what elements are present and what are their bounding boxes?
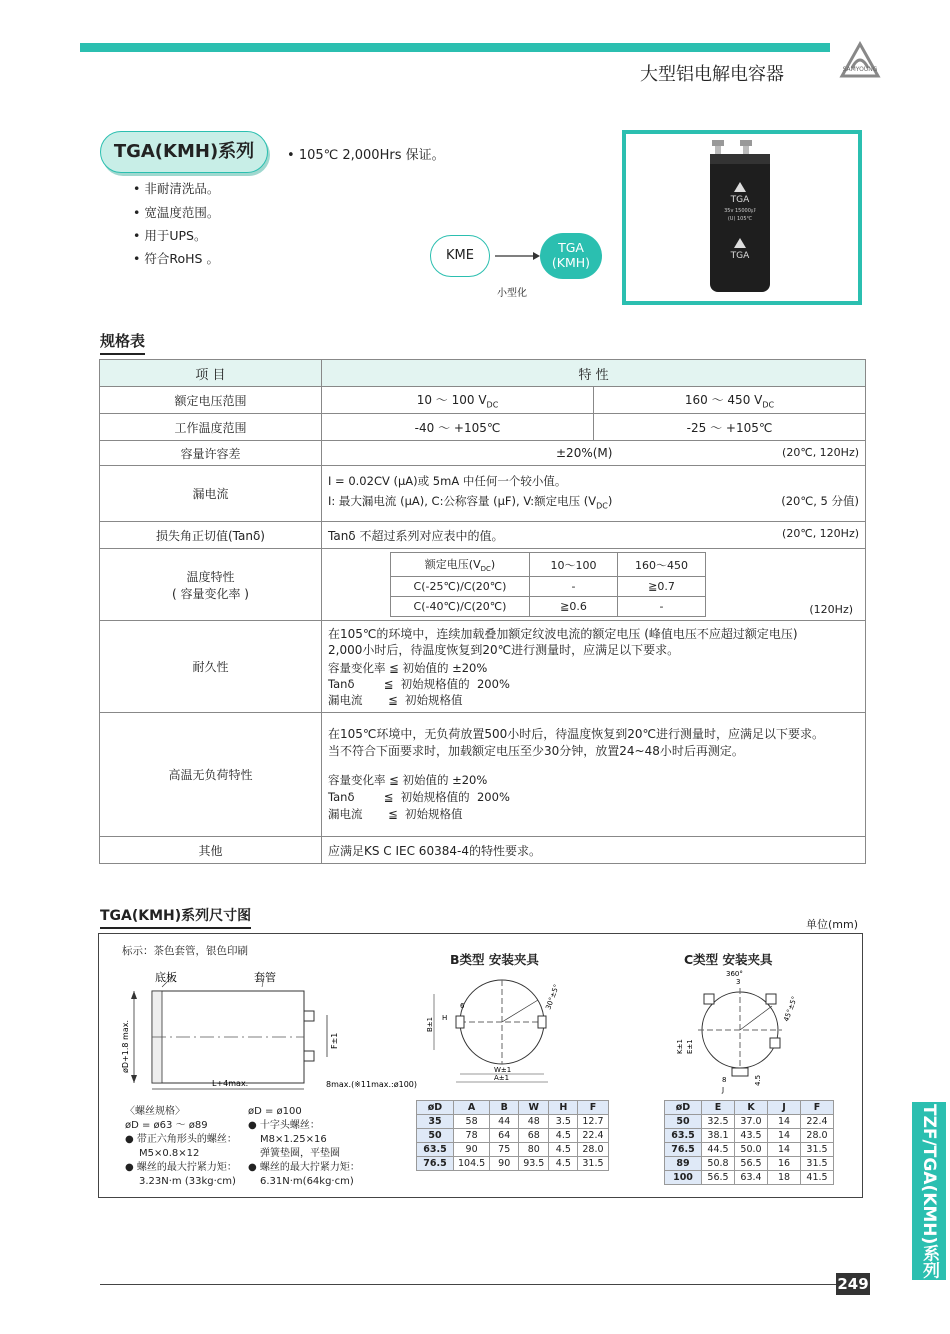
row-tan-label: 损失角正切值(Tanδ) [100,522,322,549]
bullet-2: • 宽温度范围。 [133,203,219,221]
capacitor-image [626,134,858,301]
cap-temp: (U) 105℃ [727,216,753,222]
voltage-low: 10 ～ 100 $V_{DC}$ [322,387,594,414]
b-label-b: B±1 [426,1016,434,1032]
spec-section-title: 规格表 [100,330,145,355]
bullet-3: • 用于UPS。 [133,226,206,244]
c-label-k: K±1 [676,1039,684,1054]
tan-value: (20℃, 120Hz) Tanδ 不超过系列对应表中的值。 [322,522,866,549]
b-label-h: H [442,1014,448,1022]
c-type-drawing [668,966,818,1094]
flow-tga [540,233,602,279]
flow-tga-line1: TGA [558,240,584,255]
c-label-3: 3 [736,978,741,986]
screw-spec-left: 〈螺丝规格〉 øD = ø63 ～ ø89 ● 带正六角形头的螺丝： M5×0.8×12 ● 螺丝的最大拧紧力矩： 3.23N·m (33kg·cm) [125,1106,237,1187]
marking-note: 标示：茶色套管，银色印刷 [122,945,248,957]
c-label-angle: 45°±5° [782,995,799,1023]
b-type-drawing [420,970,570,1090]
bullet-4: • 符合RoHS 。 [133,249,219,267]
label-base: 底板 [155,971,177,984]
bullet-1: • 非耐清洗品。 [133,179,219,197]
c-label-360: 360° [726,970,743,978]
flow-tga-line2: (KMH) [551,255,591,270]
unit-label: 单位(mm) [806,918,859,931]
feature-text: • 105℃ 2,000Hrs 保证。 [287,144,445,163]
other-value: 应满足KS C IEC 60384-4的特性要求。 [322,837,866,864]
c-type-title: C类型 安装夹具 [684,952,773,967]
col-item: 项 目 [100,360,322,387]
b-type-title: B类型 安装夹具 [450,952,539,967]
series-pill: TGA(KMH)系列 [100,131,268,173]
col-char: 特 性 [322,360,866,387]
label-sleeve: 套管 [254,971,276,984]
flow-kme: KME [430,235,490,277]
cap-rating: 35v 15000㎌ [724,208,756,214]
c-label-e: E±1 [686,1039,694,1054]
tol-value: (20℃, 120Hz) ±20%(M) [322,441,866,466]
shelf-value: 在105℃环境中，无负荷放置500小时后，待温度恢复到20℃进行测量时，应满足以下要求。 当不符合下面要求时，加载额定电压至少30分钟，放置24~48小时后再测定。 容量变化率 ≦ 初始值的 ±20% Tanδ ≦ 初始规格值的 200% 漏电流 ≦ 初始规格值 [322,713,866,837]
row-tol-label: 容量许容差 [100,441,322,466]
c-label-45: 4.5 [754,1074,762,1086]
row-shelf-label: 高温无负荷特性 [100,713,322,837]
row-tchar-label: 温度特性 ( 容量变化率 ) [100,549,322,621]
header-accent-bar [80,43,830,52]
voltage-high: 160 ～ 450 $V_{DC}$ [594,387,866,414]
cap-label-2: TGA [730,251,750,261]
label-f: F±1 [330,1032,339,1049]
b-label-w: W±1 [494,1066,512,1074]
b-label-angle: 30°±5° [544,983,561,1011]
tchar-value: 额定电压$(V_{DC})$ 10～100 160～450 C(-25℃)/C(20℃) - ≧0.7 C(-40℃)/C(20℃) ≧0.6 - (120Hz) [322,549,866,621]
c-label-j: J [722,1086,725,1094]
flow-caption: 小型化 [497,288,527,299]
screw-spec-right: øD = ø100 ● 十字头螺丝： M8×1.25×16 弹簧垫圈，平垫圈 ● 螺丝的最大拧紧力矩： 6.31N·m(64kg·cm) [248,1106,360,1187]
label-8max: 8max.(※11max.:ø100) [326,1080,418,1089]
temp-high: -25 ～ +105℃ [594,414,866,441]
capacitor-drawing [112,963,432,1095]
endur-value: 在105℃的环境中，连续加载叠加额定纹波电流的额定电压 (峰值电压不应超过额定电压) 2,000小时后，待温度恢复到20℃进行测量时，应满足以下要求。 容量变化率 ≦ 初始值的 ±20% Tanδ ≦ 初始规格值的 200% 漏电流 ≦ 初始规格值 [322,621,866,713]
row-endur-label: 耐久性 [100,621,322,713]
row-temp-label: 工作温度范围 [100,414,322,441]
page-number: 249 [837,1275,869,1293]
cap-label: TGA [730,195,750,205]
temp-char-table: 额定电压$(V_{DC})$ 10～100 160～450 C(-25℃)/C(20℃) - ≧0.7 C(-40℃)/C(20℃) ≧0.6 - [390,552,706,617]
flow-arrow-icon [493,250,541,262]
label-length: L+4max. [212,1079,249,1088]
row-other-label: 其他 [100,837,322,864]
product-photo [622,130,862,305]
b-label-6: 6 [460,1002,465,1010]
series-side-tab: TZF/TGA(KMH)系列 [912,1102,946,1280]
c-type-table: øD E K J F 50 32.5 37.0 14 22.4 63.5 38.1 43.5 14 28.0 76.5 44.5 50.0 14 31.5 89 50.8 56.5 16 31.5 100 56.5 63.4 18 41.5 [664,1100,834,1185]
brand-text: SAMYOUNG [842,66,878,73]
temp-low: -40 ～ +105℃ [322,414,594,441]
b-type-table: øD A B W H F 35 58 44 48 3.5 12.7 50 78 64 68 4.5 22.4 63.5 90 75 80 4.5 28.0 76.5 104.5 90 93.5 4.5 31.5 [416,1100,609,1171]
row-leak-label: 漏电流 [100,466,322,522]
dims-section-title: TGA(KMH)系列尺寸图 [100,905,251,929]
b-label-a: A±1 [494,1074,510,1082]
page-title: 大型铝电解电容器 [640,64,784,85]
spec-table [99,359,866,864]
leak-value: I = 0.02CV (μA)或 5mA 中任何一个较小值。 (20℃, 5 分值) I: 最大漏电流 (μA), C:公称容量 (μF), V:额定电压 $(V_{DC})$ [322,466,866,522]
footer-line [100,1284,836,1285]
c-label-8: 8 [722,1076,727,1084]
row-voltage-label: 额定电压范围 [100,387,322,414]
samyoung-logo [838,40,882,84]
label-diameter: øD+1.8 max. [121,1020,130,1073]
